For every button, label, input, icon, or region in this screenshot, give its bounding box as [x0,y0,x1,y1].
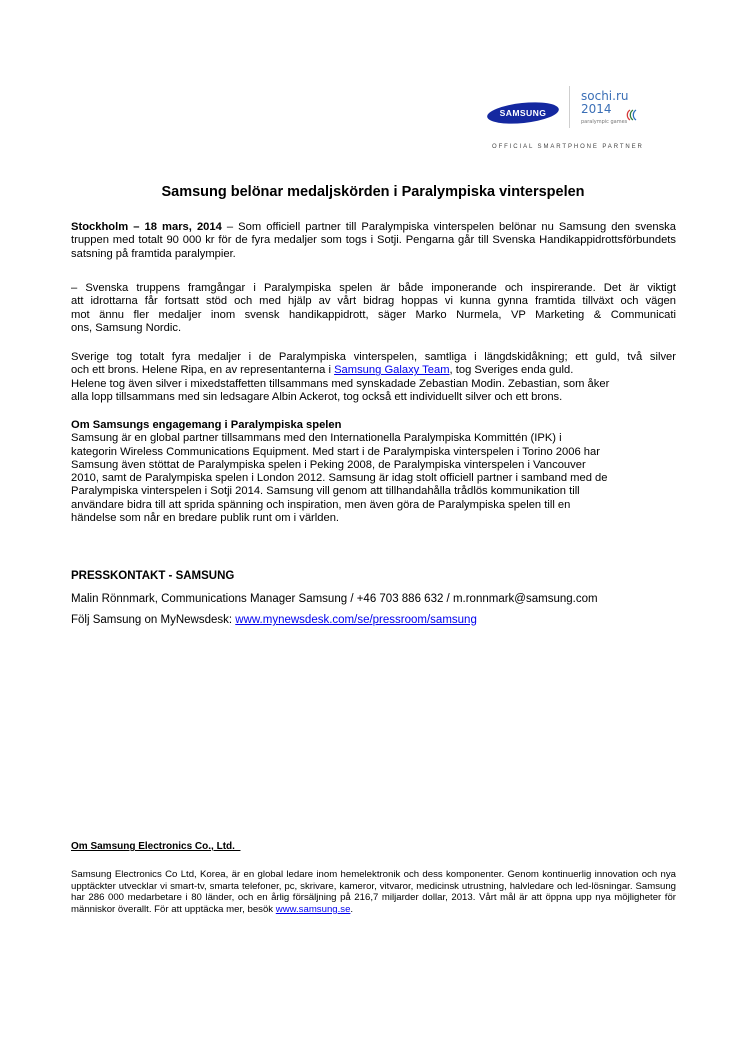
engagement-line: 2010, samt de Paralympiska spelen i London 2012. Samsung är idag stolt officiell partner i samband med de [71,472,608,485]
engagement-line: Paralympiska vinterspelen i Sotji 2014. Samsung vill genom att tillhandahålla trådlös kommunikation till [71,485,580,498]
engagement-line: användare bidra till att sprida spänning och inspiration, men även göra de Paralympiska spelen till en [71,498,571,511]
engagement-line: kategorin Wireless Communications Equipment. Med start i de Paralympiska vinterspelen i Torino 2006 har [71,445,600,458]
medals-paragraph [71,351,676,404]
intro-paragraph [71,221,676,261]
follow-label: Följ Samsung on MyNewsdesk: [71,614,236,626]
quote-paragraph [71,282,676,335]
about-paragraph [71,869,676,915]
samsung-logo [486,102,560,124]
svg-text:2014: 2014 [581,102,612,116]
official-partner-tag: OFFICIAL SMARTPHONE PARTNER [492,144,644,150]
about-heading: Om Samsung Electronics Co., Ltd. [71,841,241,852]
engagement-section [71,419,676,525]
quote-line: ons, Samsung Nordic. [71,321,182,334]
quote-line: att idrottarna får fortsatt stöd och med hjälp av vårt bidrag hoppas vi kunna gynna framtida tillväxt och vägen [71,295,676,308]
press-contact-details: Malin Rönnmark, Communications Manager Samsung / +46 703 886 632 / m.ronnmark@samsung.com [71,593,598,605]
mynewsdesk-line [71,612,477,628]
samsung-galaxy-team-link[interactable]: Samsung Galaxy Team [334,364,450,377]
svg-text:sochi.ru: sochi.ru [581,89,629,103]
header-logos [486,86,656,150]
medals-text: och ett brons. Helene Ripa, en av representanterna i [71,364,335,377]
svg-text:paralympic games: paralympic games [581,119,628,125]
engagement-line: Samsung även stöttat de Paralympiska spelen i Peking 2008, de Paralympiska vinterspelen i Vancouver [71,458,586,471]
press-contact-heading: PRESSKONTAKT - SAMSUNG [71,570,235,582]
svg-text:SAMSUNG: SAMSUNG [499,108,547,119]
samsung-se-link[interactable]: www.samsung.se [275,903,351,915]
about-text: Samsung Electronics Co Ltd, Korea, är en global ledare inom hemelektronik och dess komponenter. Genom kontinuerlig innovation och nya upptäckter utvecklar vi smart-tv, smarta telefoner, pc, skrivare, kameror, vitvaror, medicinsk utrustning, halvledare och led-lösningar. Samsung har 286 000 medarbetare i 80 länder, och en årlig försäljning på 216,7 miljarder dollar, 2013. Vårt mål är att öppna upp nya möjligheter för människor överallt. För att upptäcka mer, besök [71,869,676,915]
mynewsdesk-link[interactable]: www.mynewsdesk.com/se/pressroom/samsung [235,614,477,626]
quote-line: mot ännu fler medaljer inom svensk handikappidrott, säger Marko Nurmela, VP Marketing & Communicati [71,308,676,321]
dateline: Stockholm – 18 mars, 2014 [71,221,222,233]
engagement-line: händelse som når en bredare publik runt om i världen. [71,512,340,525]
logo-separator [569,86,570,128]
medals-line: Helene tog även silver i mixedstaffetten tillsammans med synskadade Zebastian Modin. Zebastian, som åker [71,377,610,390]
engagement-line: Samsung är en global partner tillsammans med den Internationella Paralympiska Kommittén (IPK) i [71,432,562,445]
about-end: . [350,903,354,915]
medals-line: alla lopp tillsammans med sin ledsagare Albin Ackerot, tog också ett individuellt silver och ett brons. [71,390,563,403]
sochi-2014-logo [578,86,648,128]
medals-line [71,364,676,377]
intro-text: – Som officiell partner till Paralympiska vinterspelen belönar nu Samsung den svenska truppen med totalt 90 000 kr för de fyra medaljer som togs i Sotji. Pengarna går till Svenska Handikappidrottsförbundets satsning på framtida paralympier. [71,221,676,260]
medals-line: Sverige tog totalt fyra medaljer i de Paralympiska vinterspelen, samtliga i längdskidåkning; ett guld, två silver [71,351,676,363]
page-title: Samsung belönar medaljskörden i Paralympiska vinterspelen [161,184,585,200]
medals-text: , tog Sveriges enda guld. [449,364,574,377]
quote-line: – Svenska truppens framgångar i Paralympiska spelen är både imponerande och inspirerande. Det är viktigt [71,282,676,294]
engagement-heading: Om Samsungs engagemang i Paralympiska spelen [71,419,342,431]
